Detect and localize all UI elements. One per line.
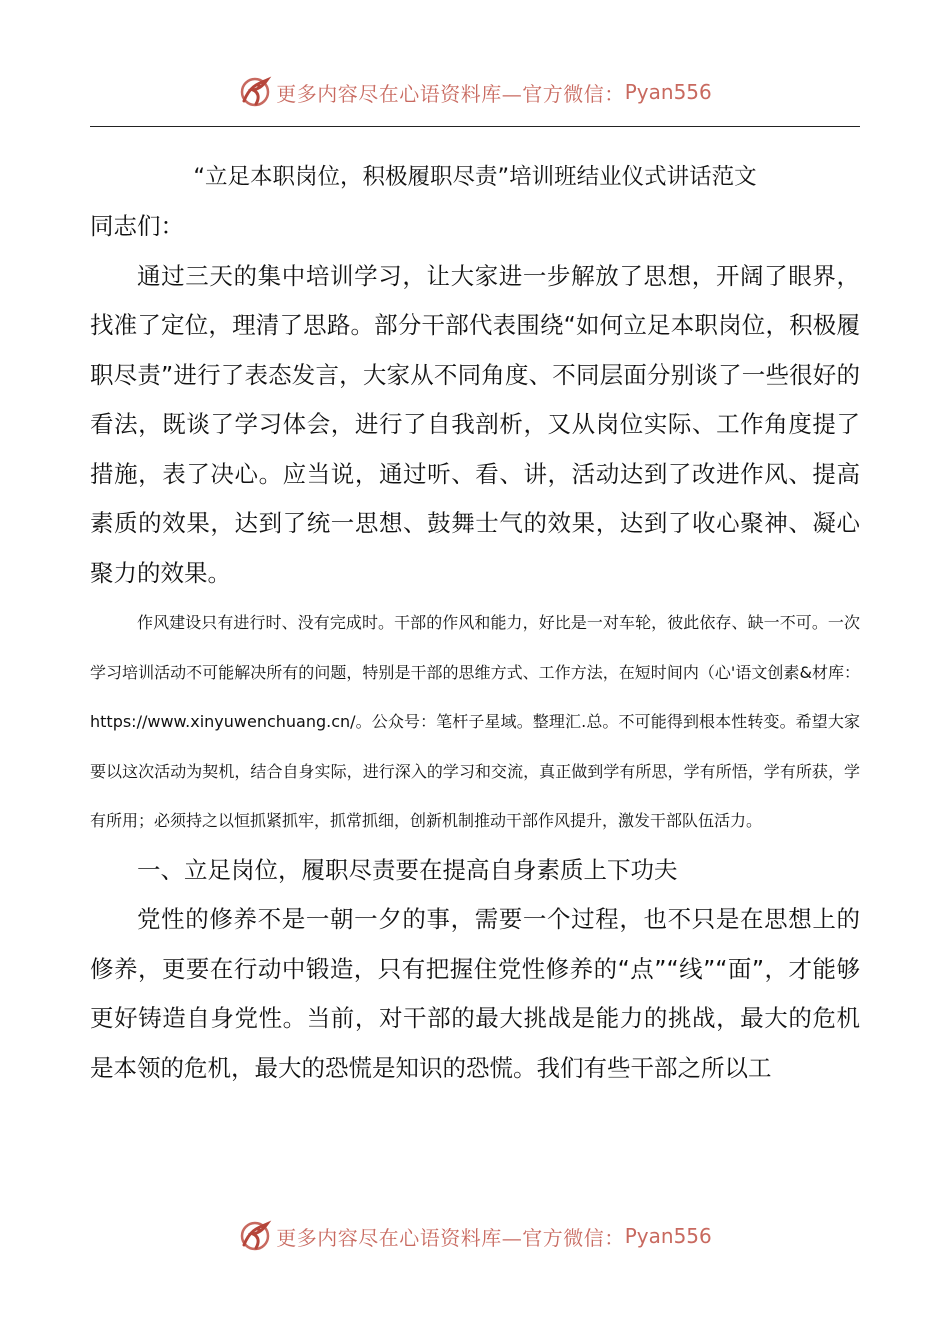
document-title: “立足本职岗位，积极履职尽责”培训班结业仪式讲话范文 <box>193 164 757 190</box>
footer-wechat-id: Pyan556 <box>624 1224 712 1248</box>
page-header-banner <box>0 72 950 112</box>
header-divider <box>90 126 860 127</box>
paragraph-2: 作风建设只有进行时、没有完成时。干部的作风和能力，好比是一对车轮，彼此依存、缺一不可。一次学习培训活动不可能解决所有的问题，特别是干部的思维方式、工作方法，在短时间内（心'语文创素&材库：https://www.xinyuwenchuang.cn/。公众号：笔杆子星域。整理汇.总。不可能得到根本性转变。希望大家要以这次活动为契机，结合自身实际，进行深入的学习和交流，真正做到学有所思，学有所悟，学有所获，学有所用；必须持之以恒抓紧抓牢，抓常抓细，创新机制推动干部作风提升，激发干部队伍活力。 <box>90 613 860 830</box>
header-banner-text: 更多内容尽在心语资料库—官方微信： <box>276 81 625 106</box>
page-footer-banner <box>0 1216 950 1256</box>
document-body <box>90 152 860 1093</box>
footer-banner-text: 更多内容尽在心语资料库—官方微信： <box>276 1225 625 1250</box>
dragon-logo-icon <box>238 75 272 109</box>
header-wechat-id: Pyan556 <box>624 80 712 104</box>
section-heading-1: 一、立足岗位，履职尽责要在提高自身素质上下功夫 <box>137 855 678 884</box>
paragraph-1: 通过三天的集中培训学习，让大家进一步解放了思想，开阔了眼界，找准了定位，理清了思路。部分干部代表围绕“如何立足本职岗位，积极履职尽责”进行了表态发言，大家从不同角度、不同层面分别谈了一些很好的看法，既谈了学习体会，进行了自我剖析，又从岗位实际、工作角度提了措施，表了决心。应当说，通过听、看、讲，活动达到了改进作风、提高素质的效果，达到了统一思想、鼓舞士气的效果，达到了收心聚神、凝心聚力的效果。 <box>90 261 860 587</box>
paragraph-3: 党性的修养不是一朝一夕的事，需要一个过程，也不只是在思想上的修养，更要在行动中锻造，只有把握住党性修养的“点”“线”“面”，才能够更好铸造自身党性。当前，对干部的最大挑战是能力的挑战，最大的危机是本领的危机，最大的恐慌是知识的恐慌。我们有些干部之所以工 <box>90 905 860 1082</box>
greeting: 同志们： <box>90 212 184 240</box>
dragon-logo-icon <box>238 1219 272 1253</box>
